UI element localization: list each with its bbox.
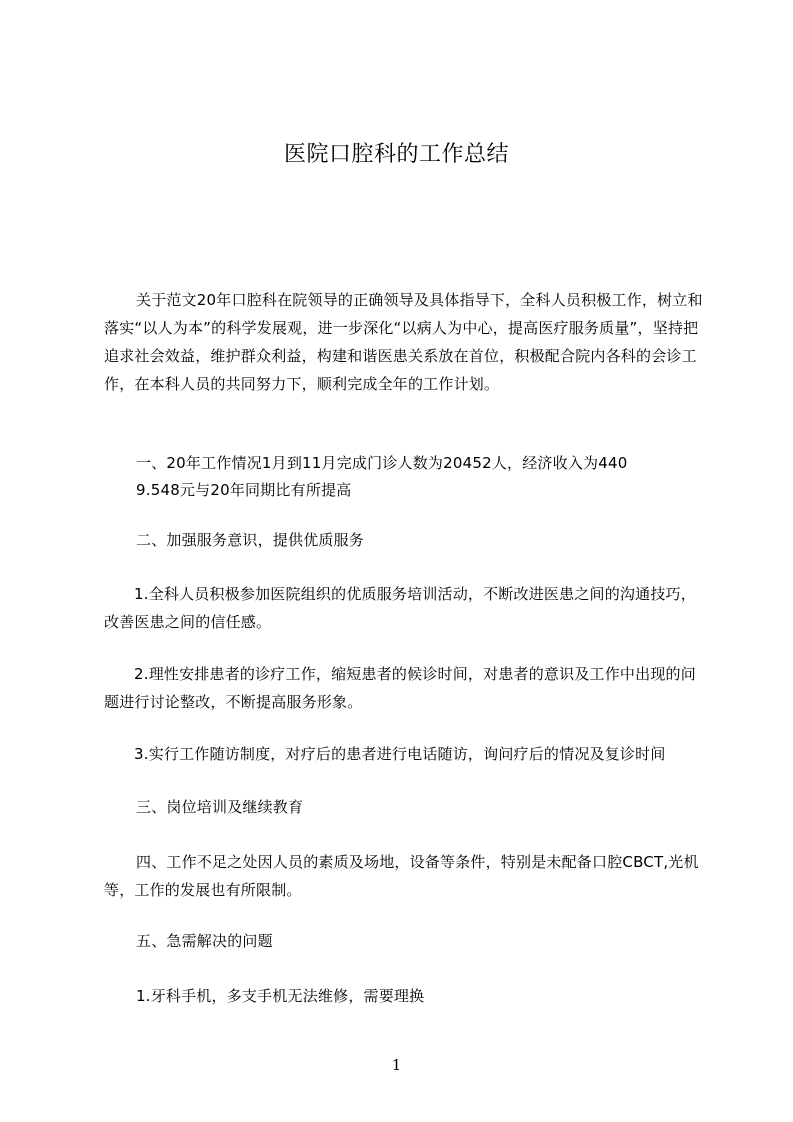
paragraph-intro: 关于范文20年口腔科在院领导的正确领导及具体指导下，全科人员积极工作，树立和落实“以人为本”的科学发展观，进一步深化“以病人为中心，提高医疗服务质量”，坚持把追求社会效益，维护群众利益，构建和谐医患关系放在首位，积极配合院内各科的会诊工作，在本科人员的共同努力下，顺利完成全年的工作计划。 — [104, 291, 703, 393]
paragraph-section-1-cont: 9.548元与20年同期比有所提高 — [136, 481, 352, 499]
paragraph-item-5-1: 1.牙科手机，多支手机无法维修，需要理换 — [136, 987, 425, 1005]
paragraph-section-3-heading: 三、岗位培训及继续教育 — [136, 798, 304, 816]
paragraph-item-2-1: 1.全科人员积极参加医院组织的优质服务培训活动，不断改进医患之间的沟通技巧，改善医患之间的信任感。 — [104, 585, 696, 631]
paragraph-section-2-heading: 二、加强服务意识，提供优质服务 — [136, 531, 365, 549]
paragraph-section-5-heading: 五、急需解决的问题 — [136, 932, 273, 950]
paragraph-item-2-2: 2.理性安排患者的诊疗工作，缩短患者的候诊时间，对患者的意识及工作中出现的问题进行讨论整改，不断提高服务形象。 — [104, 665, 696, 711]
document-title: 医院口腔科的工作总结 — [283, 142, 509, 167]
page-number: 1 — [391, 1056, 402, 1074]
paragraph-section-1: 一、20年工作情况1月到11月完成门诊人数为20452人，经济收入为440 — [136, 454, 628, 472]
paragraph-item-2-3: 3.实行工作随访制度，对疗后的患者进行电话随访，询问疗后的情况及复诊时间 — [134, 745, 666, 763]
paragraph-section-4: 四、工作不足之处因人员的素质及场地，设备等条件，特别是未配备口腔CBCT,光机等，工作的发展也有所限制。 — [104, 853, 699, 899]
